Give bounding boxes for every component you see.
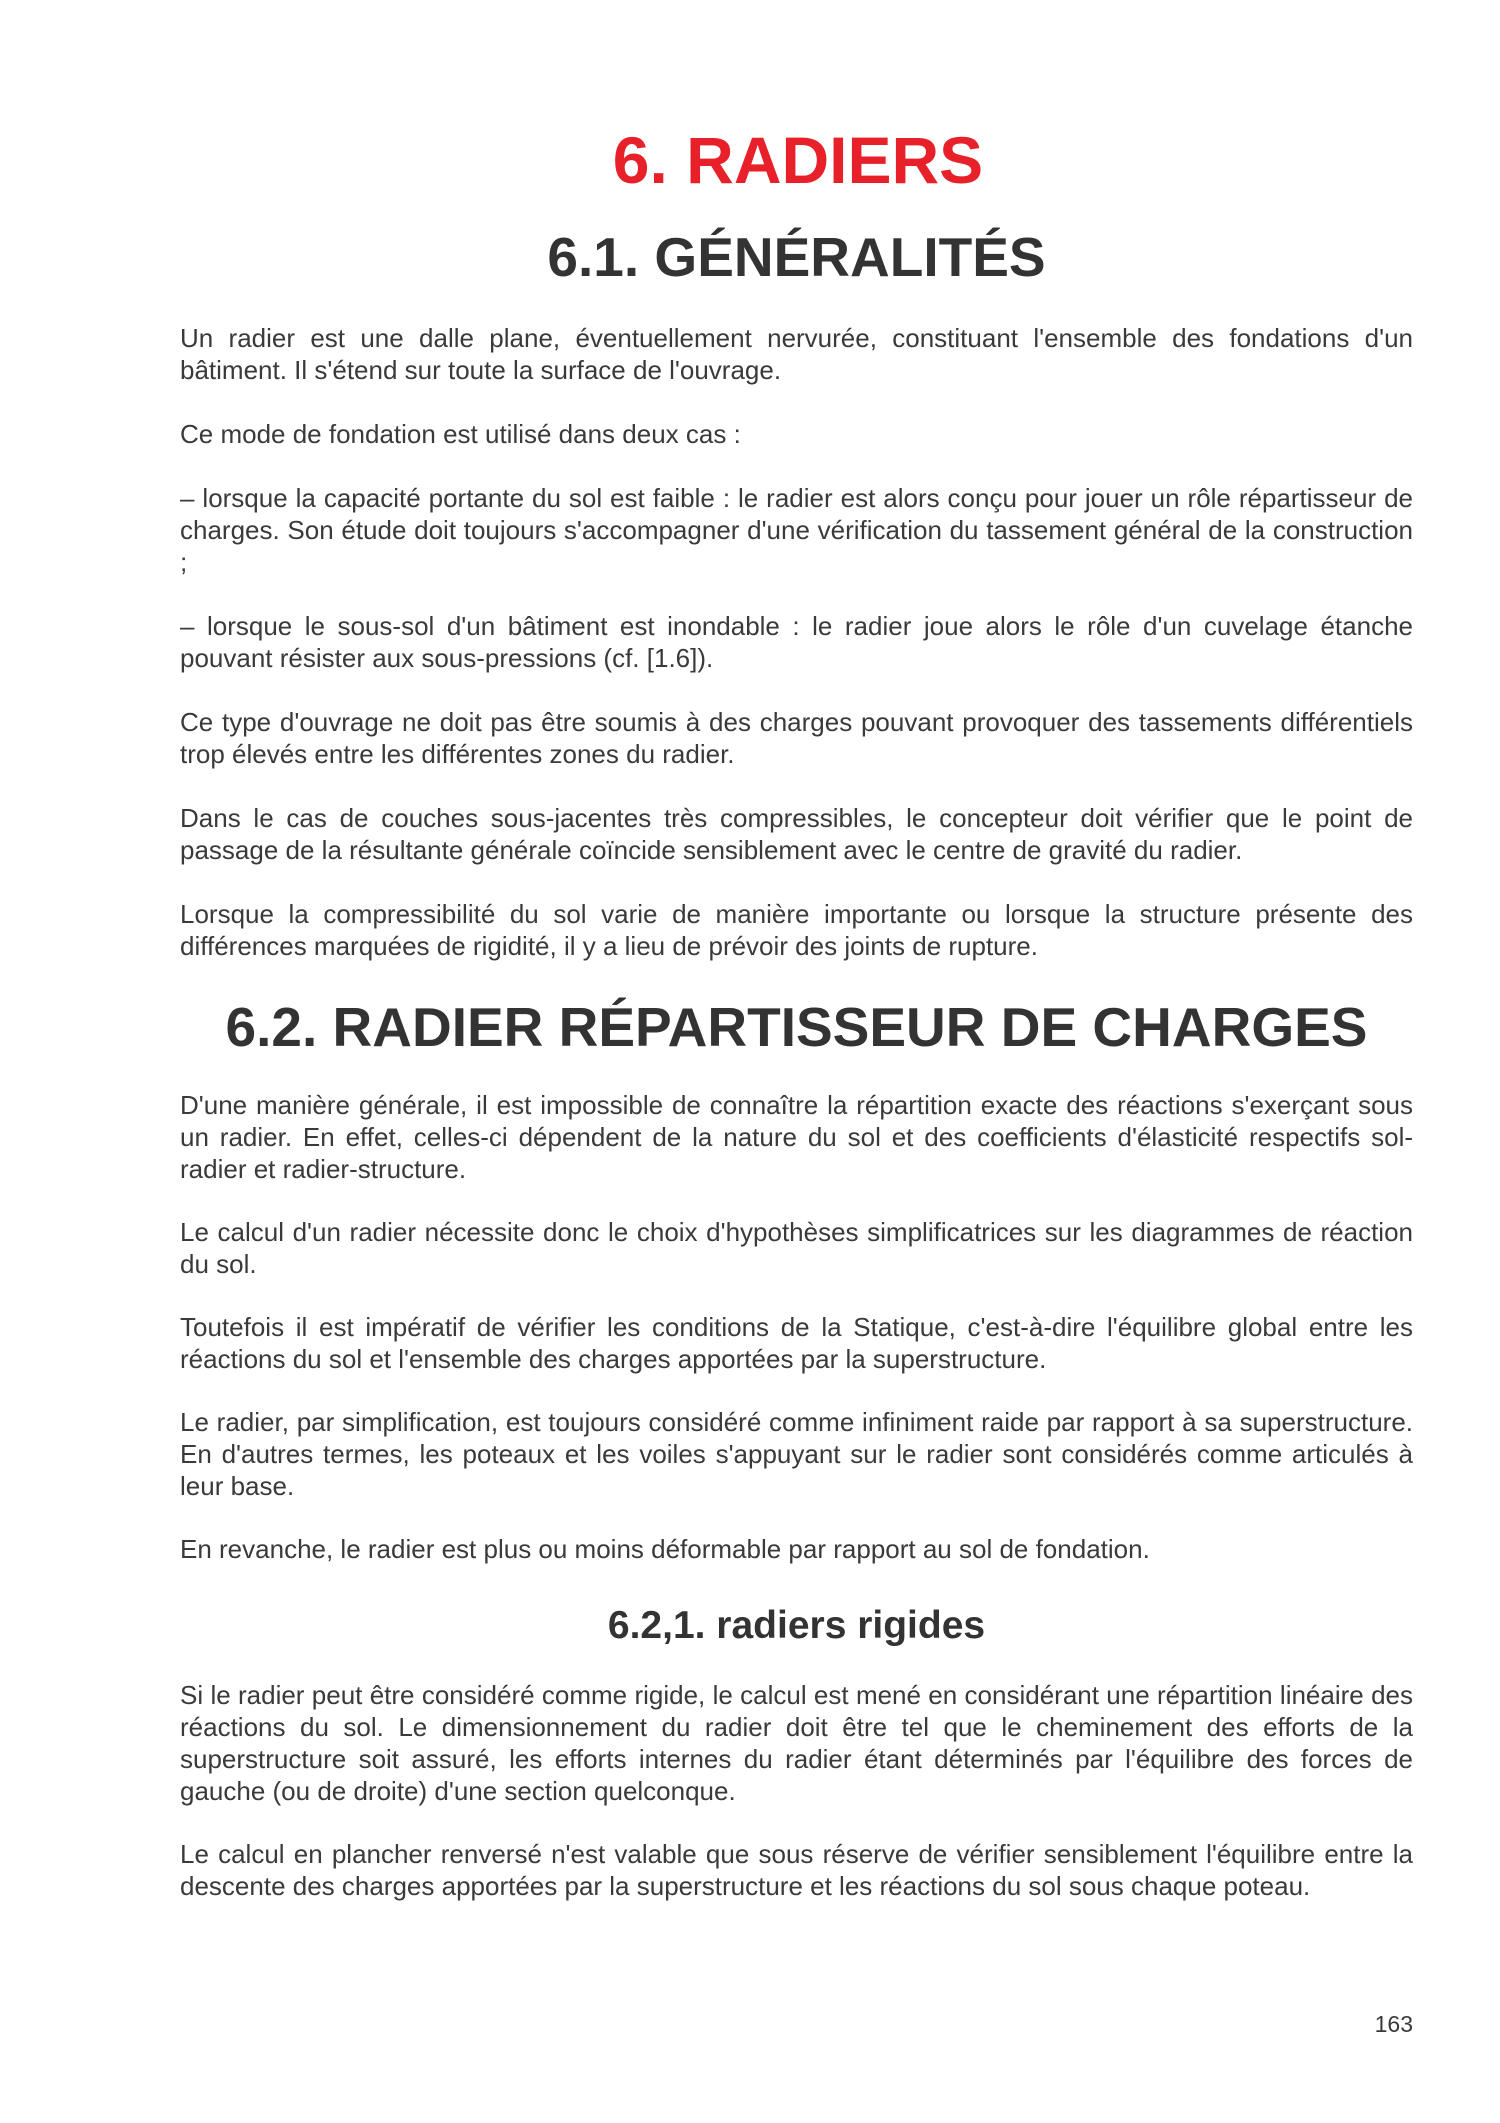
paragraph-6-1-4: – lorsque le sous-sol d'un bâtiment est inondable : le radier joue alors le rôle d'un cuvelage étanche pouvant résister aux sous-pressions (cf. [1.6]). bbox=[180, 611, 1413, 673]
paragraph-6-2-5: En revanche, le radier est plus ou moins déformable par rapport au sol de fondation. bbox=[180, 1534, 1150, 1564]
paragraph-6-2-2: Le calcul d'un radier nécessite donc le choix d'hypothèses simplificatrices sur les diagrammes de réaction du sol. bbox=[180, 1217, 1413, 1279]
paragraph-6-2-3: Toutefois il est impératif de vérifier les conditions de la Statique, c'est-à-dire l'équilibre global entre les réactions du sol et l'ensemble des charges apportées par la superstructure. bbox=[180, 1312, 1413, 1374]
paragraph-6-1-1: Un radier est une dalle plane, éventuellement nervurée, constituant l'ensemble des fondations d'un bâtiment. Il s'étend sur toute la surface de l'ouvrage. bbox=[180, 323, 1413, 385]
page-number: 163 bbox=[1374, 2011, 1413, 2037]
section-6-2-1-heading: 6.2,1. radiers rigides bbox=[607, 1604, 986, 1647]
paragraph-6-2-1-1: Si le radier peut être considéré comme rigide, le calcul est mené en considérant une répartition linéaire des réactions du sol. Le dimensionnement du radier doit être tel que le cheminement des efforts de la superstructure soit assuré, les efforts internes du radier étant déterminés par l'équilibre des forces de gauche (ou de droite) d'une section quelconque. bbox=[180, 1680, 1413, 1806]
section-6-1-heading: 6.1. GÉNÉRALITÉS bbox=[547, 226, 1046, 288]
chapter-title: 6. RADIERS bbox=[612, 123, 984, 197]
paragraph-6-1-5: Ce type d'ouvrage ne doit pas être soumis à des charges pouvant provoquer des tassements différentiels trop élevés entre les différentes zones du radier. bbox=[180, 707, 1413, 769]
paragraph-6-1-6: Dans le cas de couches sous-jacentes très compressibles, le concepteur doit vérifier que le point de passage de la résultante générale coïncide sensiblement avec le centre de gravité du radier. bbox=[180, 803, 1413, 865]
paragraph-6-1-3: – lorsque la capacité portante du sol est faible : le radier est alors conçu pour jouer un rôle répartisseur de charges. Son étude doit toujours s'accompagner d'une vérification du tassement général de la construction ; bbox=[180, 483, 1413, 577]
paragraph-6-1-7: Lorsque la compressibilité du sol varie de manière importante ou lorsque la structure présente des différences marquées de rigidité, il y a lieu de prévoir des joints de rupture. bbox=[180, 899, 1413, 961]
paragraph-6-2-1-2: Le calcul en plancher renversé n'est valable que sous réserve de vérifier sensiblement l'équilibre entre la descente des charges apportées par la superstructure et les réactions du sol sous chaque poteau. bbox=[180, 1839, 1413, 1901]
section-6-2-heading: 6.2. RADIER RÉPARTISSEUR DE CHARGES bbox=[225, 996, 1368, 1058]
paragraph-6-2-4: Le radier, par simplification, est toujours considéré comme infiniment raide par rapport à sa superstructure. En d'autres termes, les poteaux et les voiles s'appuyant sur le radier sont considérés comme articulés à leur base. bbox=[180, 1407, 1413, 1501]
paragraph-6-2-1: D'une manière générale, il est impossible de connaître la répartition exacte des réactions s'exerçant sous un radier. En effet, celles-ci dépendent de la nature du sol et des coefficients d'élasticité respectifs sol-radier et radier-structure. bbox=[180, 1090, 1413, 1184]
paragraph-6-1-2: Ce mode de fondation est utilisé dans deux cas : bbox=[180, 419, 741, 449]
